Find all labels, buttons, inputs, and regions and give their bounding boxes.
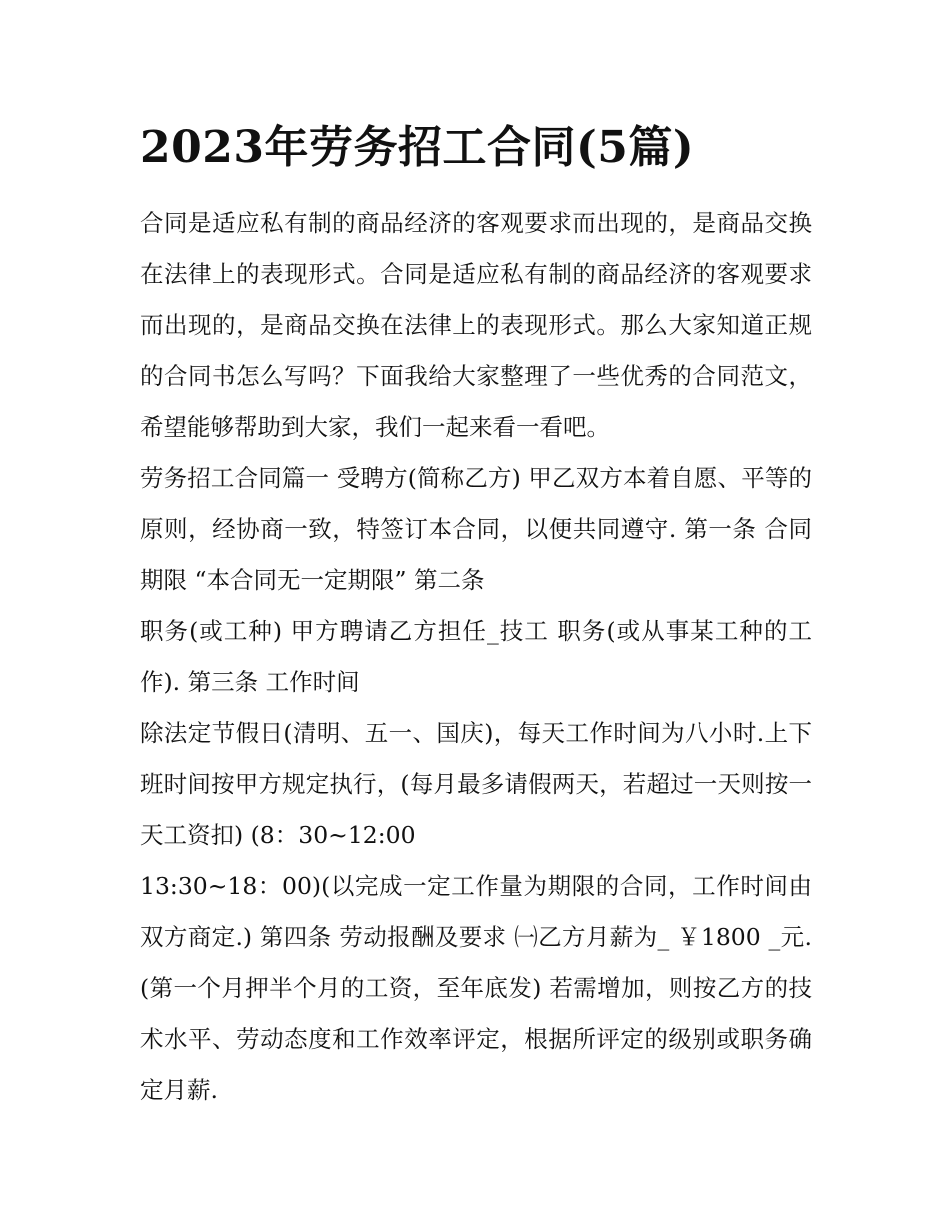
paragraph-article-two: 职务(或工种) 甲方聘请乙方担任_技工 职务(或从事某工种的工作). 第三条 工作时间	[140, 617, 812, 696]
document-title: 2023年劳务招工合同(5篇)	[140, 122, 695, 173]
paragraph-intro: 合同是适应私有制的商品经济的客观要求而出现的，是商品交换在法律上的表现形式。合同是适应私有制的商品经济的客观要求而出现的，是商品交换在法律上的表现形式。那么大家知道正规的合同书怎么写吗？下面我给大家整理了一些优秀的合同范文，希望能够帮助到大家，我们一起来看一看吧。	[140, 209, 812, 441]
paragraph-article-three: 除法定节假日(清明、五一、国庆)，每天工作时间为八小时.上下班时间按甲方规定执行，(每月最多请假两天，若超过一天则按一天工资扣) (8：30~12:00	[140, 719, 812, 849]
paragraph-contract-one: 劳务招工合同篇一 受聘方(简称乙方) 甲乙双方本着自愿、平等的原则，经协商一致，特签订本合同，以便共同遵守. 第一条 合同期限 “本合同无一定期限” 第二条	[140, 464, 812, 594]
paragraph-article-four: 13:30~18：00)(以完成一定工作量为期限的合同，工作时间由双方商定.) 第四条 劳动报酬及要求 ㈠乙方月薪为_ ￥1800 _元.(第一个月押半个月的工资，至年底发) 若需增加，则按乙方的技术水平、劳动态度和工作效率评定，根据所评定的级别或职务确定月薪.	[140, 872, 812, 1104]
document-page	[140, 118, 812, 1116]
